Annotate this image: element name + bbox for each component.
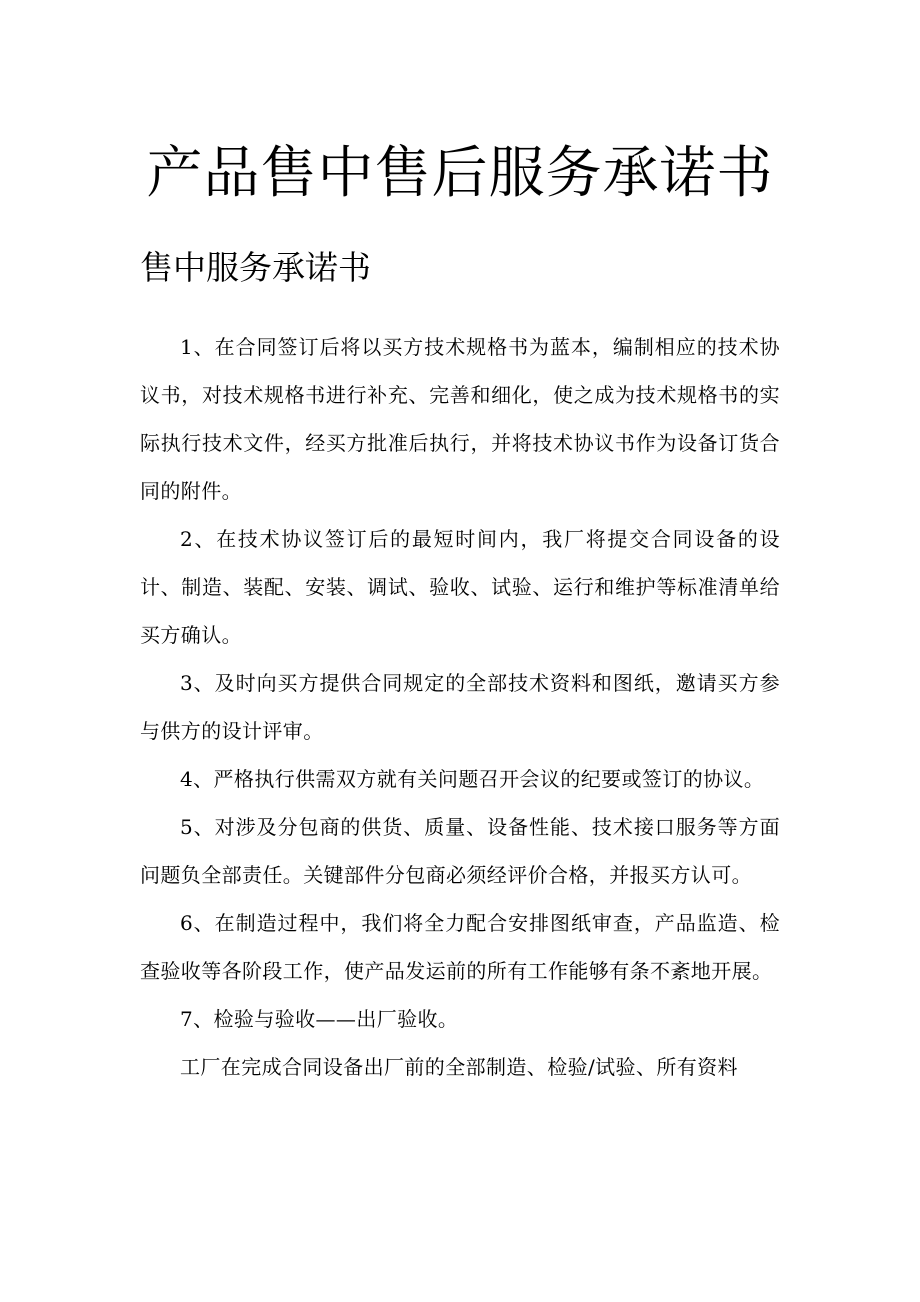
paragraph-8: 工厂在完成合同设备出厂前的全部制造、检验/试验、所有资料 <box>180 1055 738 1079</box>
paragraph-2: 2、在技术协议签订后的最短时间内，我厂将提交合同设备的设计、制造、装配、安装、调试、验收、试验、运行和维护等标准清单给买方确认。 <box>140 527 780 647</box>
document-body <box>140 323 780 1091</box>
section-heading: 售中服务承诺书 <box>140 248 371 287</box>
paragraph-5: 5、对涉及分包商的供货、质量、设备性能、技术接口服务等方面问题负全部责任。关键部件分包商必须经评价合格，并报买方认可。 <box>140 815 780 887</box>
paragraph-4: 4、严格执行供需双方就有关问题召开会议的纪要或签订的协议。 <box>180 767 765 791</box>
document-title: 产品售中售后服务承诺书 <box>146 141 774 206</box>
paragraph-3: 3、及时向买方提供合同规定的全部技术资料和图纸，邀请买方参与供方的设计评审。 <box>140 671 780 743</box>
paragraph-6: 6、在制造过程中，我们将全力配合安排图纸审查，产品监造、检查验收等各阶段工作，使产品发运前的所有工作能够有条不紊地开展。 <box>140 911 780 983</box>
paragraph-7: 7、检验与验收——出厂验收。 <box>180 1007 459 1031</box>
paragraph-1: 1、在合同签订后将以买方技术规格书为蓝本，编制相应的技术协议书，对技术规格书进行补充、完善和细化，使之成为技术规格书的实际执行技术文件，经买方批准后执行，并将技术协议书作为设备订货合同的附件。 <box>140 335 780 503</box>
